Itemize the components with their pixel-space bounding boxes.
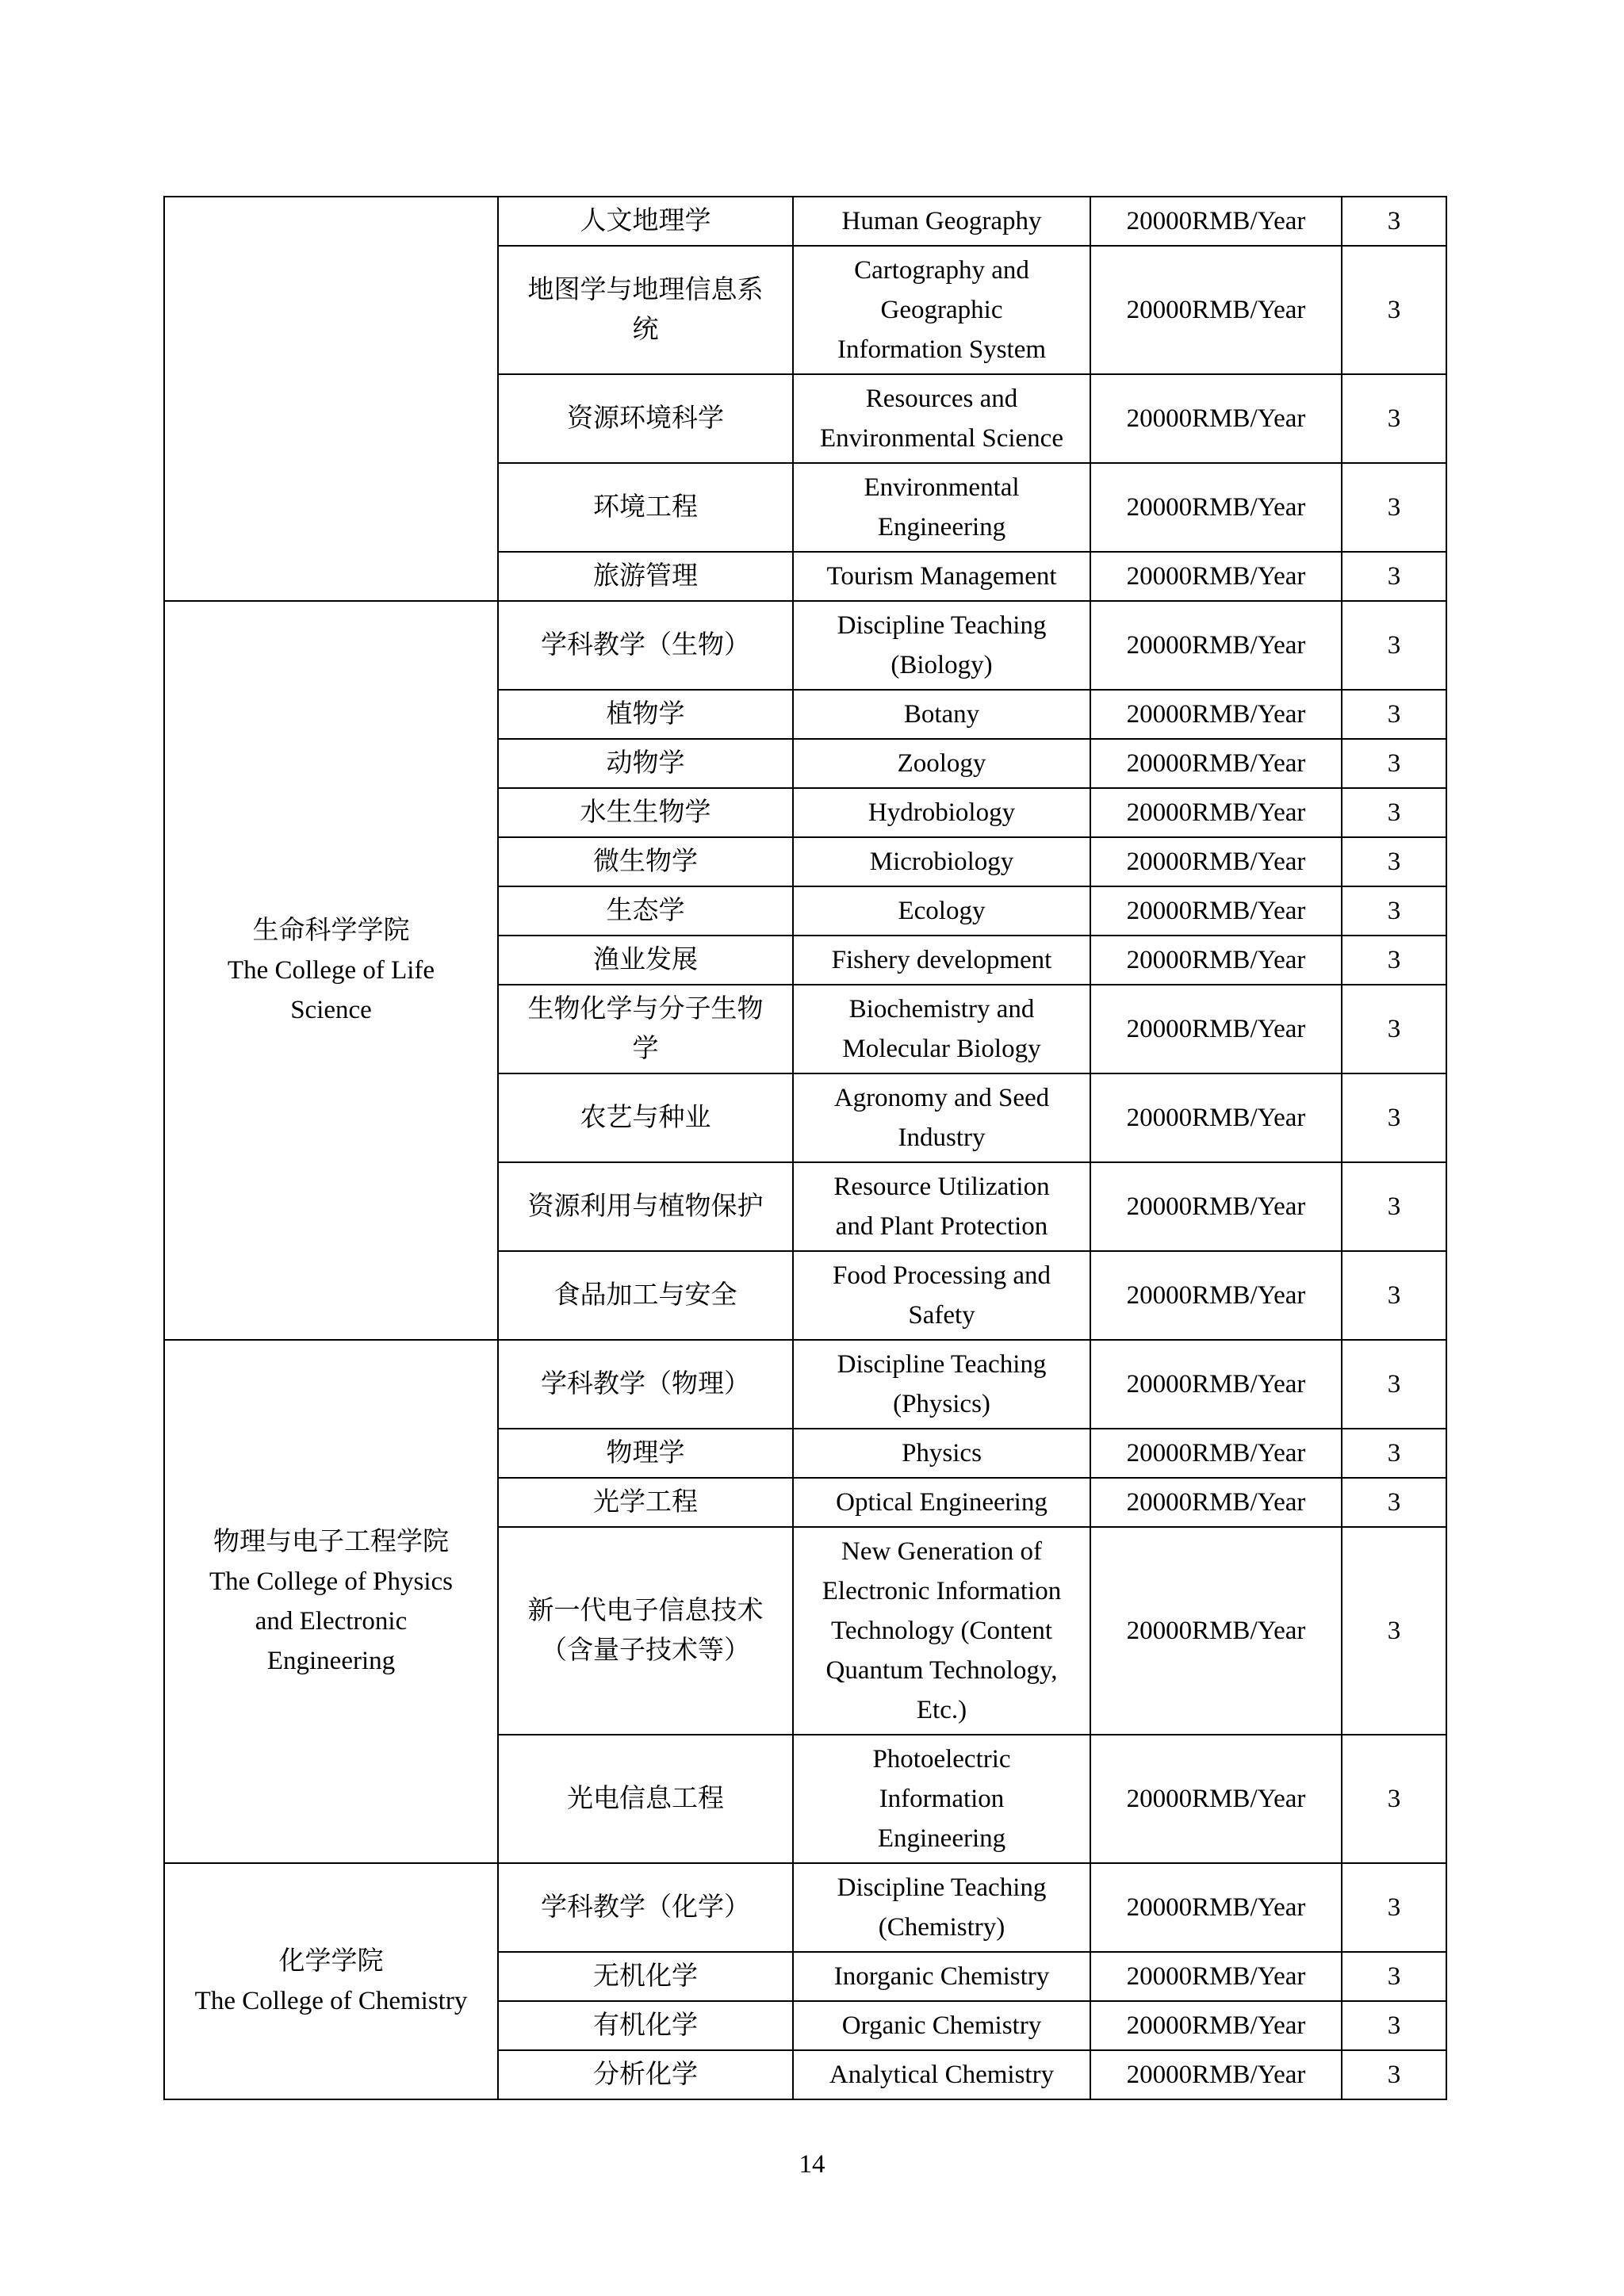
cell-text-line: Molecular Biology: [842, 1035, 1041, 1063]
cell-text-line: 统: [632, 316, 659, 344]
cell-text-line: Fishery development: [831, 946, 1052, 974]
cell-text-line: 光学工程: [593, 1488, 698, 1517]
program-name-zh-cell: [498, 2001, 793, 2050]
program-name-zh-cell: [498, 985, 793, 1073]
program-name-en-cell: [793, 1251, 1090, 1340]
cell-text-line: 渔业发展: [593, 946, 698, 974]
program-name-en-cell: [793, 1863, 1090, 1952]
cell-text-line: 生态学: [606, 897, 685, 925]
program-name-zh-cell: [498, 1863, 793, 1952]
cell-text-line: Human Geography: [841, 207, 1042, 235]
cell-text-line: 动物学: [606, 749, 685, 778]
college-cell: [164, 1863, 498, 2099]
cell-text-line: 学: [632, 1035, 659, 1063]
program-name-zh-cell: [498, 1251, 793, 1340]
duration-years-cell: 3: [1342, 1162, 1446, 1251]
cell-text-line: (Biology): [891, 651, 993, 679]
tuition-cell: 20000RMB/Year: [1090, 985, 1342, 1073]
tuition-cell: 20000RMB/Year: [1090, 690, 1342, 739]
duration-years-cell: 3: [1342, 1478, 1446, 1527]
duration-years-cell: 3: [1342, 246, 1446, 374]
duration-years-cell: 3: [1342, 690, 1446, 739]
tuition-cell: 20000RMB/Year: [1090, 601, 1342, 690]
program-name-en-cell: [793, 552, 1090, 601]
tuition-cell: 20000RMB/Year: [1090, 2050, 1342, 2099]
cell-text-line: （含量子技术等）: [541, 1636, 750, 1665]
program-name-en-cell: [793, 374, 1090, 463]
program-name-zh-cell: [498, 463, 793, 552]
cell-text-line: 农艺与种业: [580, 1104, 711, 1132]
table-row: [164, 1340, 1446, 1429]
program-name-en-cell: [793, 1527, 1090, 1735]
program-name-zh-cell: [498, 2050, 793, 2099]
cell-text-line: 资源环境科学: [567, 404, 724, 433]
cell-text-line: Organic Chemistry: [841, 2011, 1042, 2040]
duration-years-cell: 3: [1342, 374, 1446, 463]
cell-text-line: Agronomy and Seed: [833, 1084, 1050, 1112]
cell-text-line: Industry: [898, 1123, 986, 1152]
cell-text-line: The College of Chemistry: [194, 1987, 468, 2015]
duration-years-cell: 3: [1342, 1073, 1446, 1162]
program-name-en-cell: [793, 463, 1090, 552]
program-name-en-cell: [793, 1952, 1090, 2001]
cell-text-line: Optical Engineering: [836, 1488, 1048, 1517]
cell-text-line: 有机化学: [593, 2011, 698, 2040]
program-name-zh-cell: [498, 837, 793, 886]
tuition-cell: 20000RMB/Year: [1090, 739, 1342, 788]
duration-years-cell: 3: [1342, 1863, 1446, 1952]
program-name-en-cell: [793, 246, 1090, 374]
cell-text-line: 学科教学（化学）: [541, 1893, 750, 1922]
duration-years-cell: 3: [1342, 739, 1446, 788]
cell-text-line: and Plant Protection: [835, 1212, 1048, 1241]
cell-text-line: 化学学院: [278, 1947, 384, 1976]
cell-text-line: Science: [290, 996, 372, 1024]
cell-text-line: 食品加工与安全: [553, 1281, 737, 1310]
program-name-en-cell: [793, 601, 1090, 690]
duration-years-cell: 3: [1342, 552, 1446, 601]
program-name-zh-cell: [498, 739, 793, 788]
table-row: [164, 197, 1446, 246]
program-name-zh-cell: [498, 1952, 793, 2001]
cell-text-line: 物理与电子工程学院: [213, 1528, 449, 1556]
cell-text-line: The College of Physics: [209, 1567, 454, 1596]
program-name-en-cell: [793, 1429, 1090, 1478]
cell-text-line: Botany: [903, 700, 980, 729]
cell-text-line: Ecology: [898, 897, 986, 925]
tuition-cell: 20000RMB/Year: [1090, 1863, 1342, 1952]
duration-years-cell: 3: [1342, 2050, 1446, 2099]
cell-text-line: Discipline Teaching: [837, 1350, 1047, 1379]
tuition-cell: 20000RMB/Year: [1090, 1073, 1342, 1162]
cell-text-line: Geographic: [880, 296, 1003, 324]
tuition-cell: 20000RMB/Year: [1090, 886, 1342, 936]
cell-text-line: 学科教学（生物）: [541, 631, 750, 660]
program-name-zh-cell: [498, 1162, 793, 1251]
cell-text-line: 微生物学: [593, 848, 698, 876]
cell-text-line: Photoelectric: [872, 1745, 1011, 1774]
cell-text-line: Analytical Chemistry: [829, 2061, 1055, 2089]
cell-text-line: 生物化学与分子生物: [527, 995, 764, 1024]
duration-years-cell: 3: [1342, 463, 1446, 552]
program-name-zh-cell: [498, 886, 793, 936]
duration-years-cell: 3: [1342, 1735, 1446, 1863]
cell-text-line: Discipline Teaching: [837, 1873, 1047, 1902]
program-name-en-cell: [793, 1478, 1090, 1527]
cell-text-line: (Physics): [893, 1390, 990, 1418]
tuition-cell: 20000RMB/Year: [1090, 1429, 1342, 1478]
cell-text-line: 生命科学学院: [252, 916, 410, 945]
tuition-cell: 20000RMB/Year: [1090, 837, 1342, 886]
program-name-en-cell: [793, 837, 1090, 886]
tuition-cell: 20000RMB/Year: [1090, 463, 1342, 552]
cell-text-line: The College of Life: [227, 956, 435, 985]
cell-text-line: Hydrobiology: [868, 798, 1016, 827]
duration-years-cell: 3: [1342, 985, 1446, 1073]
program-name-zh-cell: [498, 246, 793, 374]
cell-text-line: 无机化学: [593, 1962, 698, 1991]
tuition-cell: 20000RMB/Year: [1090, 1527, 1342, 1735]
tuition-cell: 20000RMB/Year: [1090, 1952, 1342, 2001]
cell-text-line: Resources and: [865, 385, 1018, 413]
tuition-cell: 20000RMB/Year: [1090, 1735, 1342, 1863]
duration-years-cell: 3: [1342, 2001, 1446, 2050]
cell-text-line: Information: [879, 1785, 1005, 1813]
duration-years-cell: 3: [1342, 1429, 1446, 1478]
tuition-cell: 20000RMB/Year: [1090, 374, 1342, 463]
program-name-en-cell: [793, 936, 1090, 985]
program-name-en-cell: [793, 1162, 1090, 1251]
duration-years-cell: 3: [1342, 788, 1446, 837]
cell-text-line: Physics: [902, 1439, 982, 1468]
program-name-zh-cell: [498, 197, 793, 246]
cell-text-line: Electronic Information: [822, 1577, 1062, 1605]
cell-text-line: Biochemistry and: [848, 995, 1035, 1024]
program-name-zh-cell: [498, 1073, 793, 1162]
cell-text-line: 学科教学（物理）: [541, 1370, 750, 1399]
program-name-en-cell: [793, 886, 1090, 936]
program-name-en-cell: [793, 2001, 1090, 2050]
cell-text-line: Tourism Management: [826, 562, 1057, 591]
duration-years-cell: 3: [1342, 197, 1446, 246]
program-name-zh-cell: [498, 601, 793, 690]
college-cell: [164, 197, 498, 601]
table-row: [164, 601, 1446, 690]
duration-years-cell: 3: [1342, 837, 1446, 886]
cell-text-line: Cartography and: [854, 256, 1029, 285]
tuition-cell: 20000RMB/Year: [1090, 197, 1342, 246]
tuition-cell: 20000RMB/Year: [1090, 936, 1342, 985]
cell-text-line: Environmental Science: [820, 424, 1063, 453]
program-name-zh-cell: [498, 1340, 793, 1429]
tuition-cell: 20000RMB/Year: [1090, 1162, 1342, 1251]
program-name-zh-cell: [498, 690, 793, 739]
cell-text-line: 水生生物学: [580, 798, 711, 827]
cell-text-line: Microbiology: [869, 848, 1014, 876]
program-name-en-cell: [793, 1735, 1090, 1863]
tuition-cell: 20000RMB/Year: [1090, 552, 1342, 601]
cell-text-line: Engineering: [877, 513, 1006, 541]
program-name-en-cell: [793, 2050, 1090, 2099]
program-name-en-cell: [793, 197, 1090, 246]
cell-text-line: 新一代电子信息技术: [527, 1597, 764, 1625]
program-name-en-cell: [793, 690, 1090, 739]
program-name-en-cell: [793, 1073, 1090, 1162]
program-name-zh-cell: [498, 1478, 793, 1527]
program-name-zh-cell: [498, 1429, 793, 1478]
duration-years-cell: 3: [1342, 1251, 1446, 1340]
tuition-cell: 20000RMB/Year: [1090, 1478, 1342, 1527]
cell-text-line: Environmental: [864, 473, 1020, 502]
tuition-cell: 20000RMB/Year: [1090, 2001, 1342, 2050]
tuition-cell: 20000RMB/Year: [1090, 788, 1342, 837]
program-name-en-cell: [793, 739, 1090, 788]
cell-text-line: Technology (Content: [830, 1617, 1053, 1645]
duration-years-cell: 3: [1342, 886, 1446, 936]
cell-text-line: 资源利用与植物保护: [527, 1192, 764, 1221]
college-cell: [164, 601, 498, 1340]
program-name-zh-cell: [498, 552, 793, 601]
cell-text-line: Zoology: [897, 749, 986, 778]
cell-text-line: New Generation of: [841, 1537, 1042, 1566]
cell-text-line: Discipline Teaching: [837, 611, 1047, 640]
cell-text-line: Quantum Technology,: [825, 1656, 1058, 1685]
cell-text-line: 光电信息工程: [567, 1785, 724, 1813]
cell-text-line: Information System: [837, 335, 1047, 364]
program-name-en-cell: [793, 788, 1090, 837]
program-name-en-cell: [793, 985, 1090, 1073]
cell-text-line: 植物学: [606, 700, 685, 729]
cell-text-line: Engineering: [877, 1824, 1006, 1853]
college-cell: [164, 1340, 498, 1863]
duration-years-cell: 3: [1342, 1952, 1446, 2001]
table-row: [164, 1863, 1446, 1952]
program-name-zh-cell: [498, 936, 793, 985]
program-name-zh-cell: [498, 1735, 793, 1863]
cell-text-line: Etc.): [916, 1696, 967, 1724]
cell-text-line: 旅游管理: [593, 562, 698, 591]
cell-text-line: 地图学与地理信息系: [527, 276, 764, 304]
cell-text-line: 分析化学: [593, 2061, 698, 2089]
cell-text-line: (Chemistry): [878, 1913, 1005, 1942]
cell-text-line: Resource Utilization: [833, 1173, 1050, 1201]
tuition-cell: 20000RMB/Year: [1090, 1251, 1342, 1340]
cell-text-line: Safety: [908, 1301, 975, 1330]
cell-text-line: and Electronic: [255, 1607, 408, 1636]
cell-text-line: 人文地理学: [580, 207, 711, 235]
duration-years-cell: 3: [1342, 601, 1446, 690]
tuition-cell: 20000RMB/Year: [1090, 1340, 1342, 1429]
cell-text-line: 环境工程: [593, 493, 698, 522]
cell-text-line: Food Processing and: [833, 1261, 1051, 1290]
cell-text-line: 物理学: [606, 1439, 685, 1468]
duration-years-cell: 3: [1342, 936, 1446, 985]
program-name-zh-cell: [498, 374, 793, 463]
duration-years-cell: 3: [1342, 1527, 1446, 1735]
program-name-en-cell: [793, 1340, 1090, 1429]
program-name-zh-cell: [498, 1527, 793, 1735]
duration-years-cell: 3: [1342, 1340, 1446, 1429]
tuition-cell: 20000RMB/Year: [1090, 246, 1342, 374]
page-number: 14: [799, 2150, 825, 2179]
cell-text-line: Inorganic Chemistry: [833, 1962, 1050, 1991]
programs-table: [163, 196, 1447, 2100]
program-name-zh-cell: [498, 788, 793, 837]
cell-text-line: Engineering: [266, 1647, 396, 1675]
